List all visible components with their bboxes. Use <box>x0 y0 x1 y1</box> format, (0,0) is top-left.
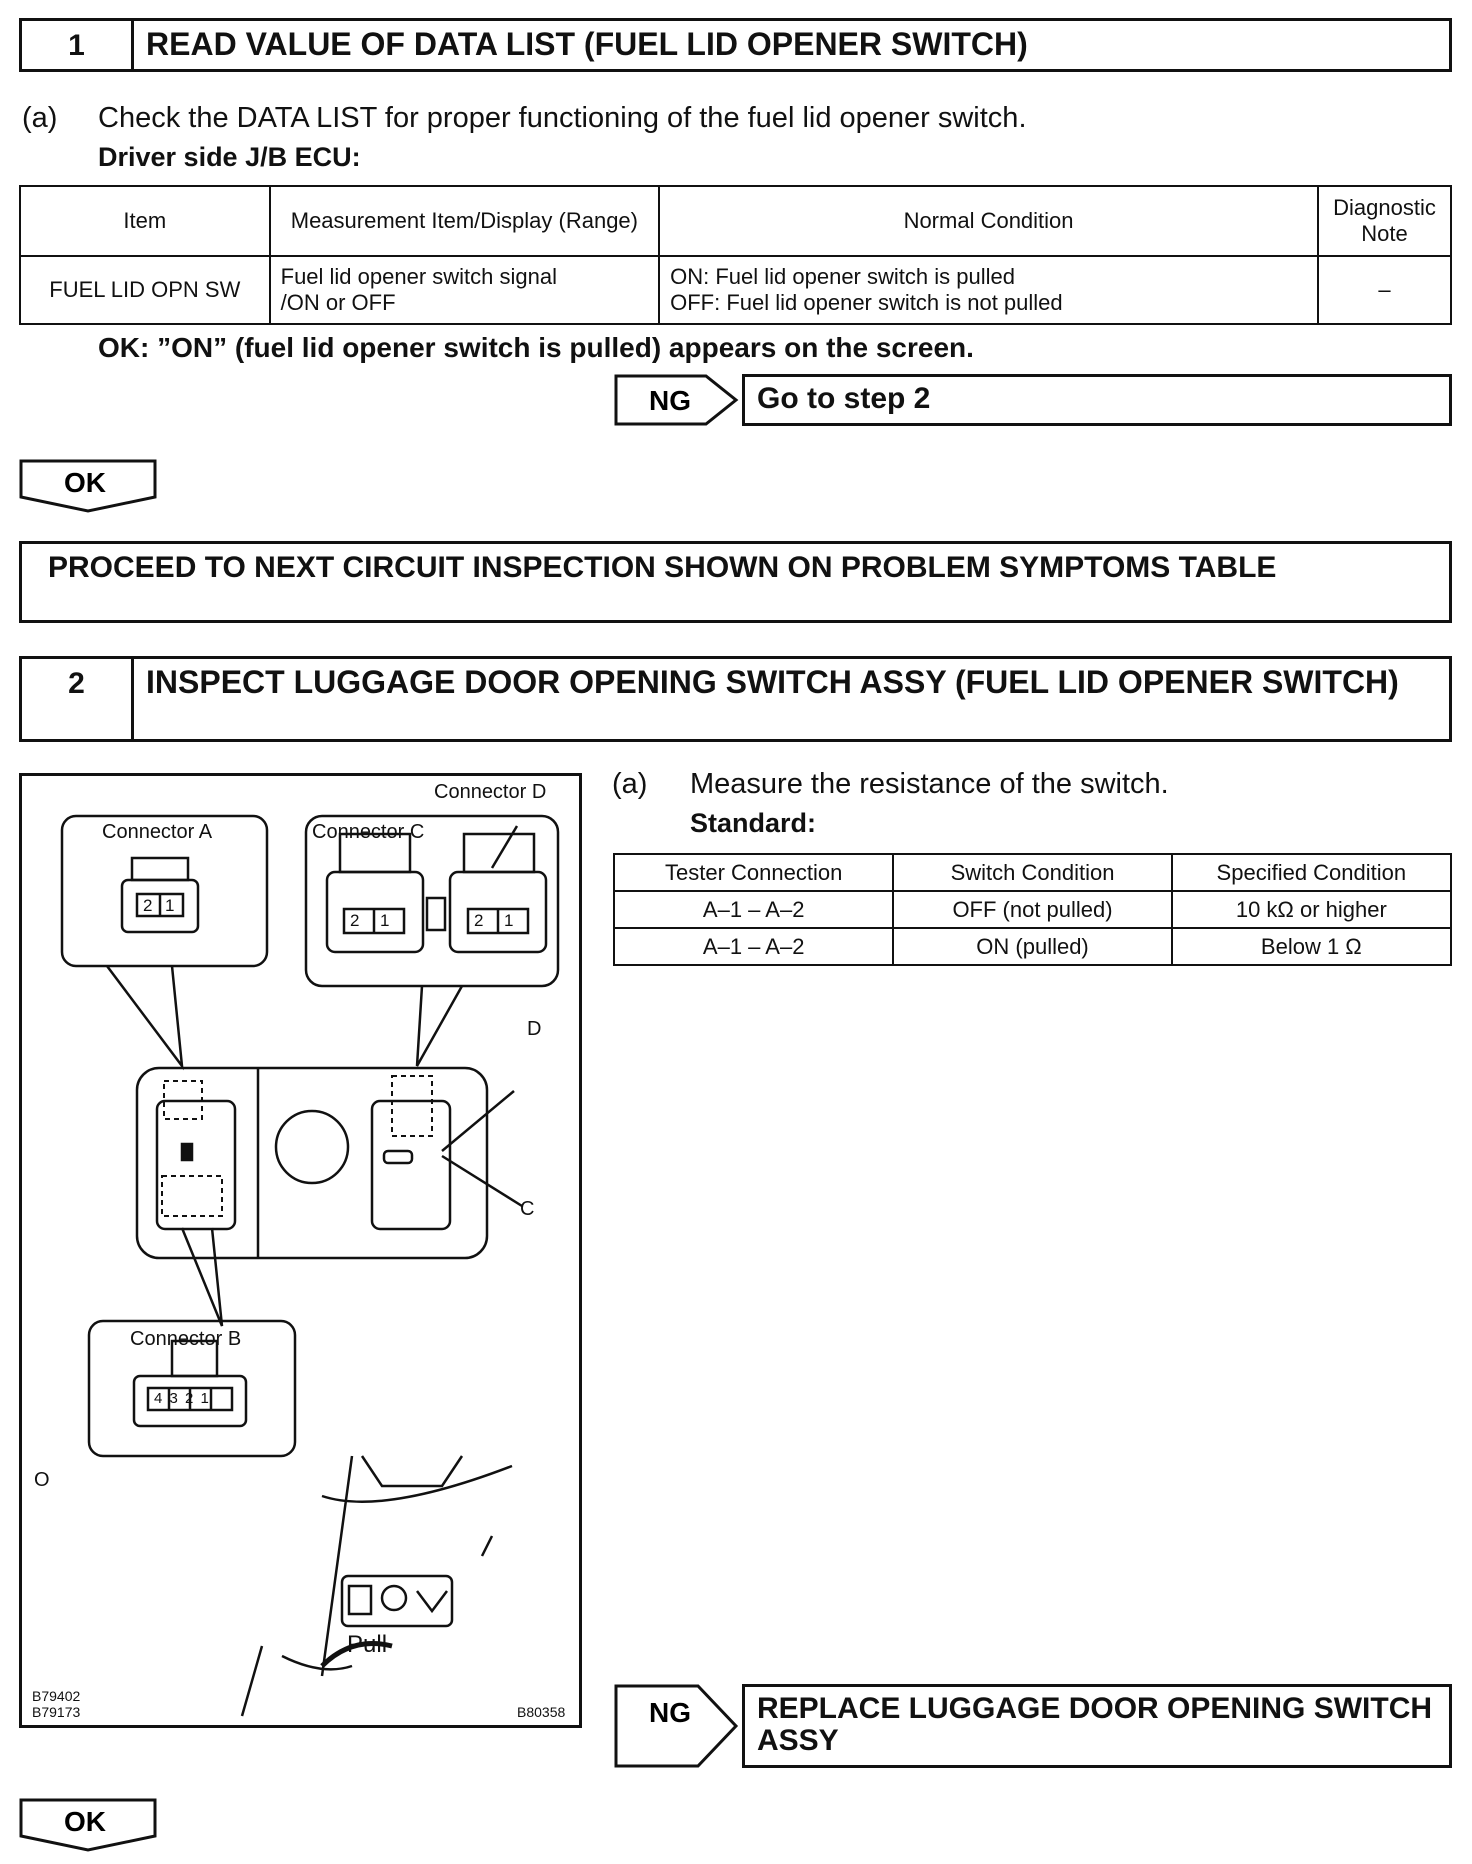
pull-label: Pull <box>347 1631 388 1658</box>
data-list-table <box>19 185 1452 325</box>
pin-1-c: 1 <box>380 911 390 930</box>
pin-2-c: 2 <box>350 911 360 930</box>
figure-code: B80358 <box>517 1704 566 1720</box>
proceed-box: PROCEED TO NEXT CIRCUIT INSPECTION SHOWN ON PROBLEM SYMPTOMS TABLE <box>19 541 1452 623</box>
connector-a-label: Connector A <box>102 821 213 843</box>
switch-figure <box>19 773 582 1728</box>
table-cell: FUEL LID OPN SW <box>20 256 270 324</box>
table-cell: ON (pulled) <box>893 928 1171 965</box>
ng-label: NG <box>649 385 691 416</box>
ng-result-step1: Go to step 2 <box>742 374 1452 426</box>
table-cell: A–1 – A–2 <box>614 891 893 928</box>
connector-d-label: Connector D <box>434 781 547 803</box>
table-header: Item <box>20 186 270 256</box>
step1-instruction: Check the DATA LIST for proper functioning of the fuel lid opener switch. <box>98 102 1027 134</box>
ng-result-step2: REPLACE LUGGAGE DOOR OPENING SWITCH ASSY <box>742 1684 1452 1768</box>
table-header: Switch Condition <box>893 854 1171 891</box>
label-c: C <box>520 1198 535 1220</box>
connector-b-label: Connector B <box>130 1328 242 1350</box>
table-cell: A–1 – A–2 <box>614 928 893 965</box>
pin-1-a: 1 <box>165 896 175 915</box>
table-cell: OFF (not pulled) <box>893 891 1171 928</box>
table-header: Specified Condition <box>1172 854 1451 891</box>
ng-label: NG <box>649 1697 691 1728</box>
step1-number: 1 <box>22 21 134 69</box>
ok-label: OK <box>64 467 106 498</box>
table-header: Normal Condition <box>659 186 1318 256</box>
table-cell: – <box>1318 256 1451 324</box>
pins-b: 4 3 2 1 <box>154 1390 209 1407</box>
step2-subheading: Standard: <box>690 808 817 838</box>
label-d: D <box>527 1018 542 1040</box>
table-cell <box>659 256 1318 324</box>
condition-line: OFF: Fuel lid opener switch is not pulled <box>670 290 1063 315</box>
condition-line: ON: Fuel lid opener switch is pulled <box>670 264 1015 289</box>
step1-ok-criteria: OK: ”ON” (fuel lid opener switch is pulled) appears on the screen. <box>98 332 974 363</box>
pin-1-d: 1 <box>504 911 514 930</box>
step2-header <box>19 656 1452 742</box>
ok-label: OK <box>64 1806 106 1837</box>
step2-number: 2 <box>22 659 134 739</box>
measurement-line: Fuel lid opener switch signal <box>280 264 557 289</box>
step2-title: INSPECT LUGGAGE DOOR OPENING SWITCH ASSY (FUEL LID OPENER SWITCH) <box>146 664 1399 700</box>
step1-title: READ VALUE OF DATA LIST (FUEL LID OPENER SWITCH) <box>146 26 1028 62</box>
table-header: Tester Connection <box>614 854 893 891</box>
table-cell: 10 kΩ or higher <box>1172 891 1451 928</box>
ng-tag-step2 <box>614 1684 740 1768</box>
table-header: Measurement Item/Display (Range) <box>270 186 660 256</box>
ng-tag-step1 <box>614 374 740 426</box>
table-header: Diagnostic Note <box>1318 186 1451 256</box>
figure-code: B79173 <box>32 1704 81 1720</box>
connector-c-label: Connector C <box>312 821 425 843</box>
figure-code: B79402 <box>32 1688 81 1704</box>
table-cell: Below 1 Ω <box>1172 928 1451 965</box>
ok-tag-step1 <box>19 459 157 513</box>
standard-table <box>613 853 1452 966</box>
ok-tag-step2 <box>19 1798 157 1852</box>
figure-drawing <box>22 776 579 1725</box>
measurement-line: /ON or OFF <box>280 290 396 315</box>
step2-instruction: Measure the resistance of the switch. <box>690 768 1169 800</box>
label-o: O <box>34 1469 50 1491</box>
step2-marker: (a) <box>612 768 648 800</box>
step1-marker: (a) <box>22 102 58 134</box>
pin-2-d: 2 <box>474 911 484 930</box>
step1-header <box>19 18 1452 72</box>
step1-subheading: Driver side J/B ECU: <box>98 142 361 172</box>
pin-2-a: 2 <box>143 896 153 915</box>
table-cell <box>270 256 660 324</box>
